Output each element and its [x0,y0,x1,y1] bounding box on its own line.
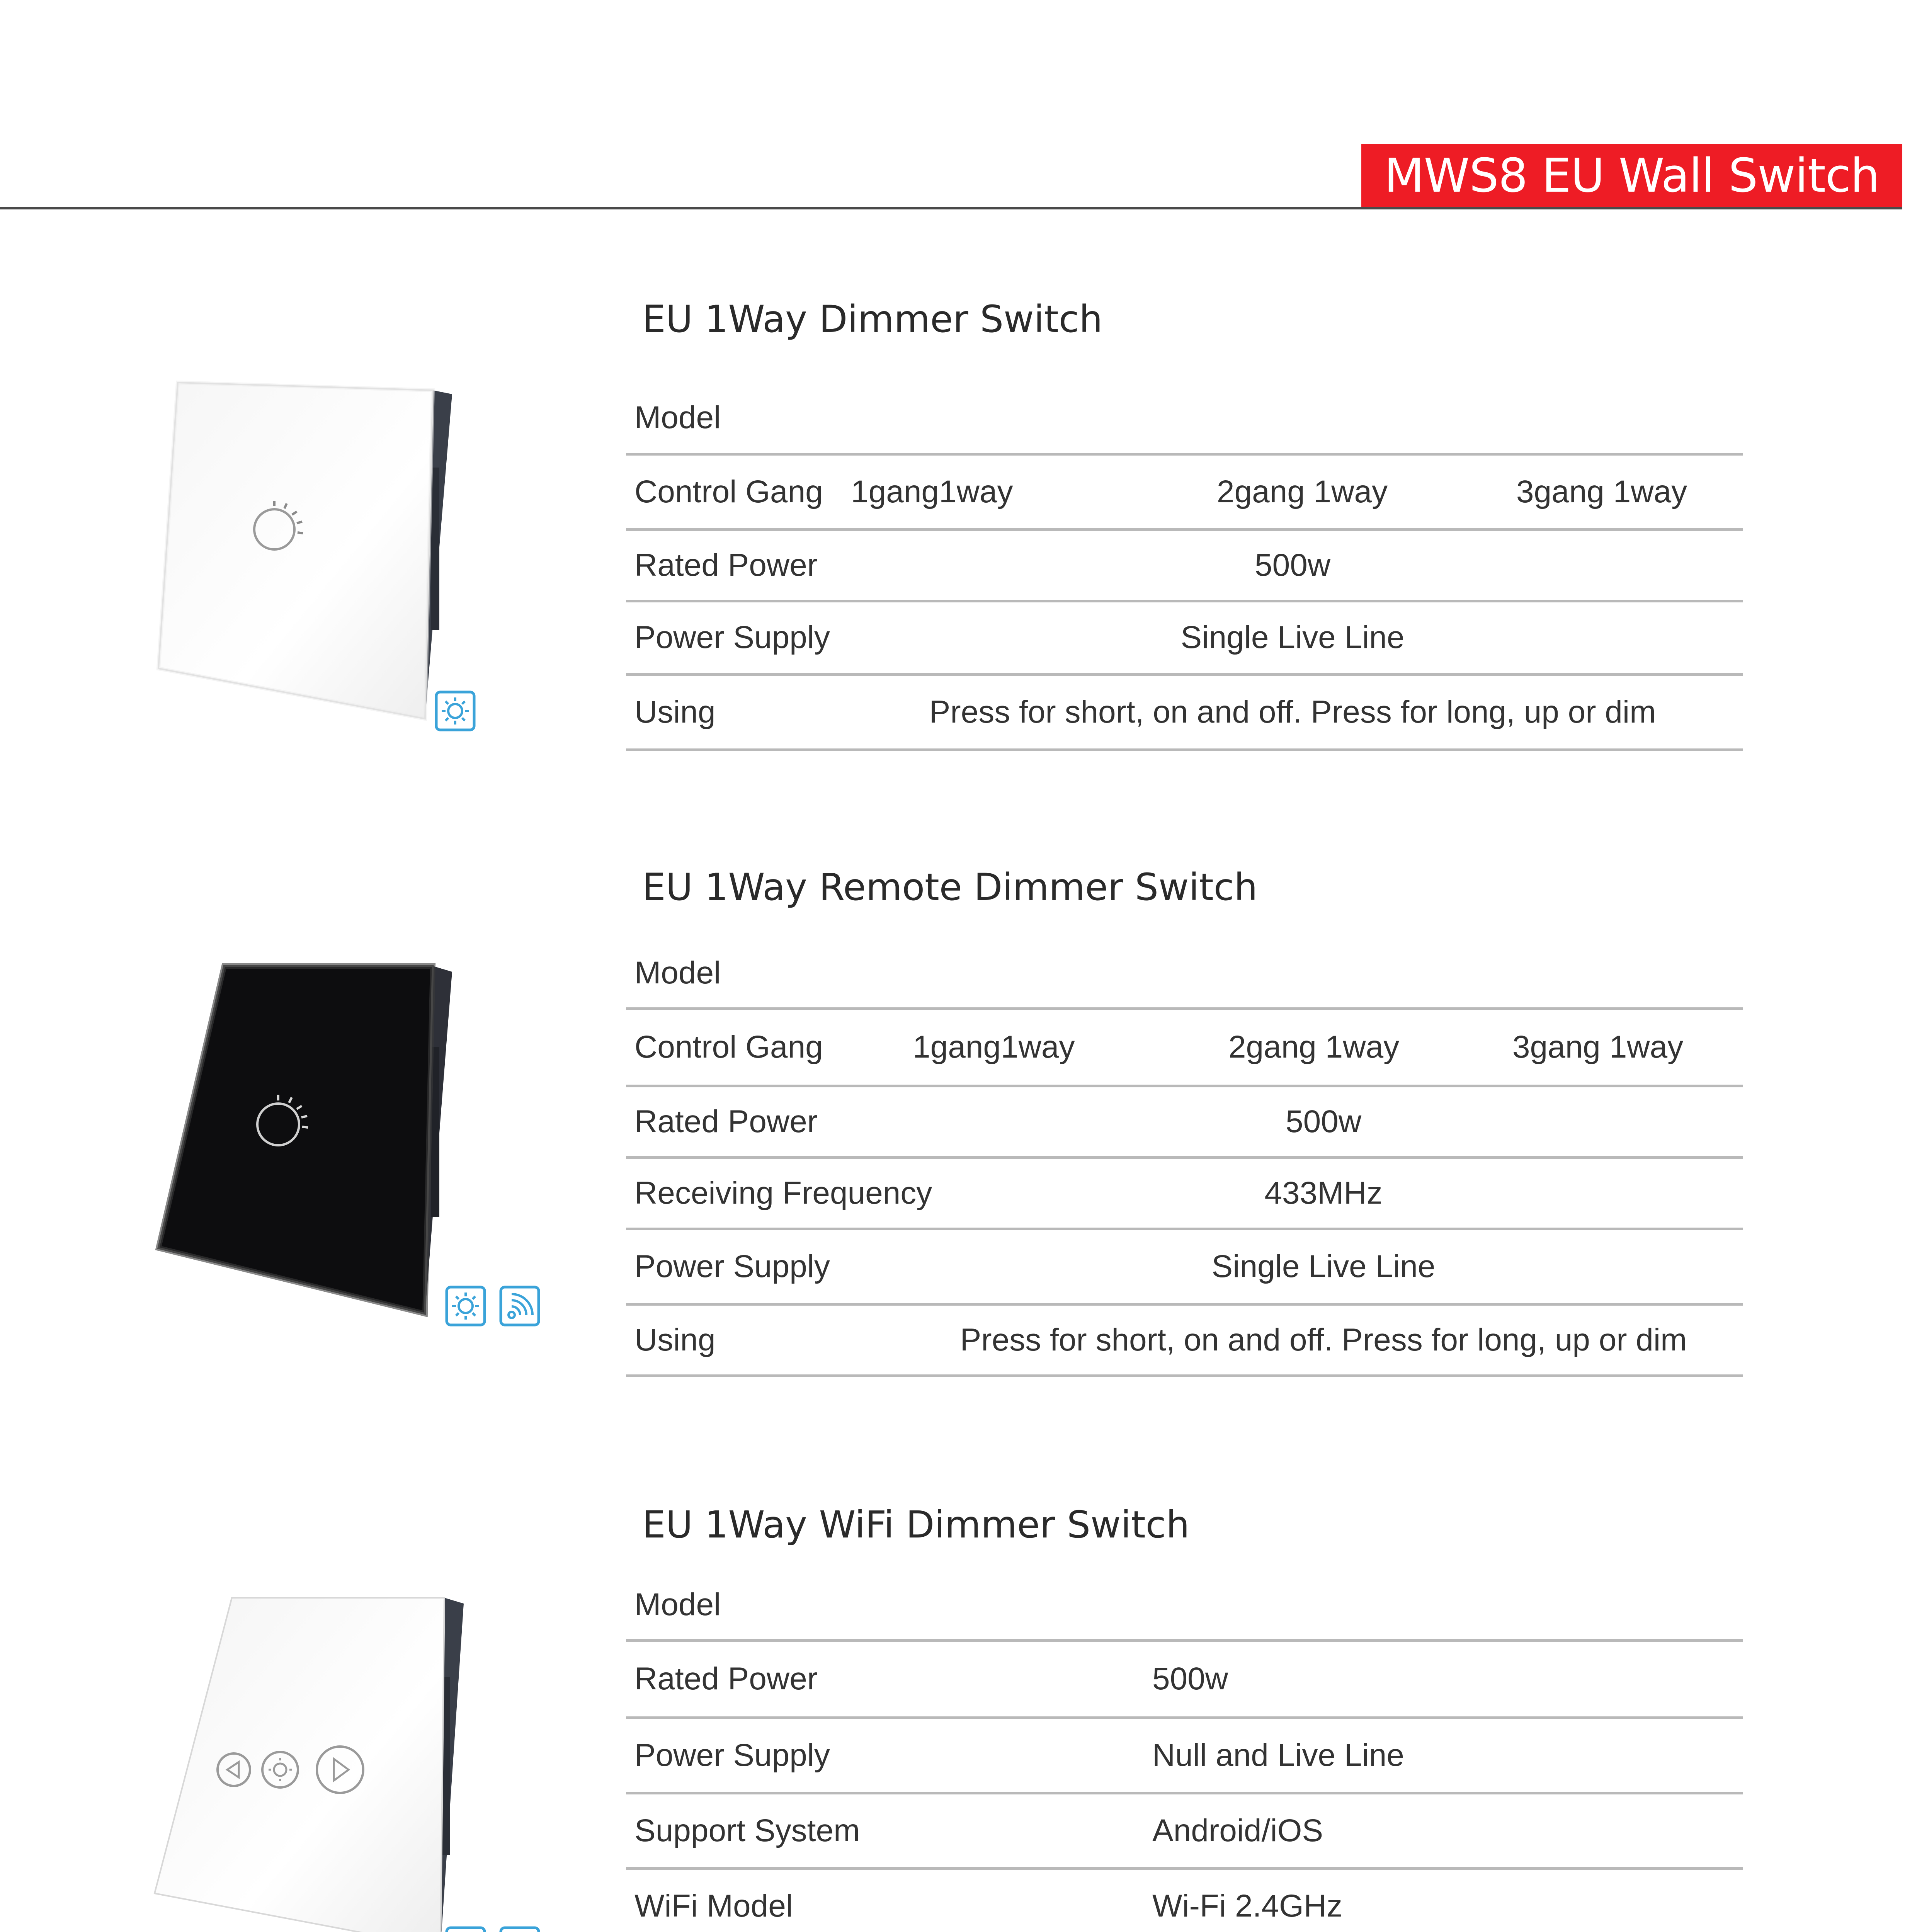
row-label-control-gang: Control Gang [626,1009,904,1086]
table-row [626,1640,1743,1718]
table-row [626,383,1743,454]
row-label-model: Model [626,939,1743,1009]
table-row [626,1571,1743,1640]
page-title-badge [1361,144,1902,208]
table-row [626,454,1743,529]
row-label-wifi-model: WiFi Model [626,1868,1144,1932]
table-row [626,1157,1743,1229]
row-label-power-supply: Power Supply [626,601,842,674]
row-value-receiving-frequency: 433MHz [904,1157,1743,1229]
row-label-model: Model [626,1571,1743,1640]
page-title: MWS8 EU Wall Switch [1384,149,1880,203]
row-label-power-supply: Power Supply [626,1718,1144,1793]
row-label-power-supply: Power Supply [626,1229,904,1304]
row-label-rated-power: Rated Power [626,529,842,601]
wifi-dimmer-switch-white-image [147,1577,475,1932]
gang-value-1: 1gang1way [842,454,1144,529]
row-label-model: Model [626,383,1743,454]
table-row [626,1086,1743,1157]
table-row [626,1009,1743,1086]
remote-signal-icon [498,1285,541,1327]
row-value-rated-power: 500w [1144,1640,1743,1718]
row-label-rated-power: Rated Power [626,1086,904,1157]
row-label-rated-power: Rated Power [626,1640,1144,1718]
row-value-rated-power: 500w [842,529,1743,601]
spec-table-dimmer [626,383,1743,751]
spec-table-wifi-dimmer [626,1571,1743,1932]
gang-value-2: 2gang 1way [1144,454,1461,529]
row-value-wifi-model: Wi-Fi 2.4GHz [1144,1868,1743,1932]
row-value-support-system: Android/iOS [1144,1793,1743,1868]
row-label-support-system: Support System [626,1793,1144,1868]
section-title-remote-dimmer: EU 1Way Remote Dimmer Switch [642,866,1258,909]
row-label-using: Using [626,1304,904,1376]
gang-value-2: 2gang 1way [1175,1009,1453,1086]
table-row [626,1229,1743,1304]
row-value-rated-power: 500w [904,1086,1743,1157]
dimmer-switch-black-image [147,943,475,1321]
table-row [626,674,1743,750]
remote-signal-icon [498,1925,541,1932]
row-label-using: Using [626,674,842,750]
spec-table-remote-dimmer [626,939,1743,1377]
row-value-using: Press for short, on and off. Press for long, up or dim [842,674,1743,750]
gang-value-3: 3gang 1way [1453,1009,1743,1086]
row-value-power-supply: Null and Live Line [1144,1718,1743,1793]
header-divider [0,207,1902,209]
dimmer-switch-white-image [147,359,475,726]
gang-value-3: 3gang 1way [1461,454,1743,529]
dimmer-icon [444,1925,487,1932]
table-row [626,939,1743,1009]
section-title-dimmer: EU 1Way Dimmer Switch [642,298,1103,341]
row-value-power-supply: Single Live Line [904,1229,1743,1304]
table-row [626,529,1743,601]
table-row [626,1304,1743,1376]
row-value-power-supply: Single Live Line [842,601,1743,674]
section-title-wifi-dimmer: EU 1Way WiFi Dimmer Switch [642,1503,1190,1546]
gang-value-1: 1gang1way [904,1009,1175,1086]
dimmer-icon [434,690,476,732]
table-row [626,1868,1743,1932]
row-label-control-gang: Control Gang [626,454,842,529]
table-row [626,1718,1743,1793]
table-row [626,601,1743,674]
row-value-using: Press for short, on and off. Press for long, up or dim [904,1304,1743,1376]
dimmer-icon [444,1285,487,1327]
row-label-receiving-frequency: Receiving Frequency [626,1157,904,1229]
table-row [626,1793,1743,1868]
